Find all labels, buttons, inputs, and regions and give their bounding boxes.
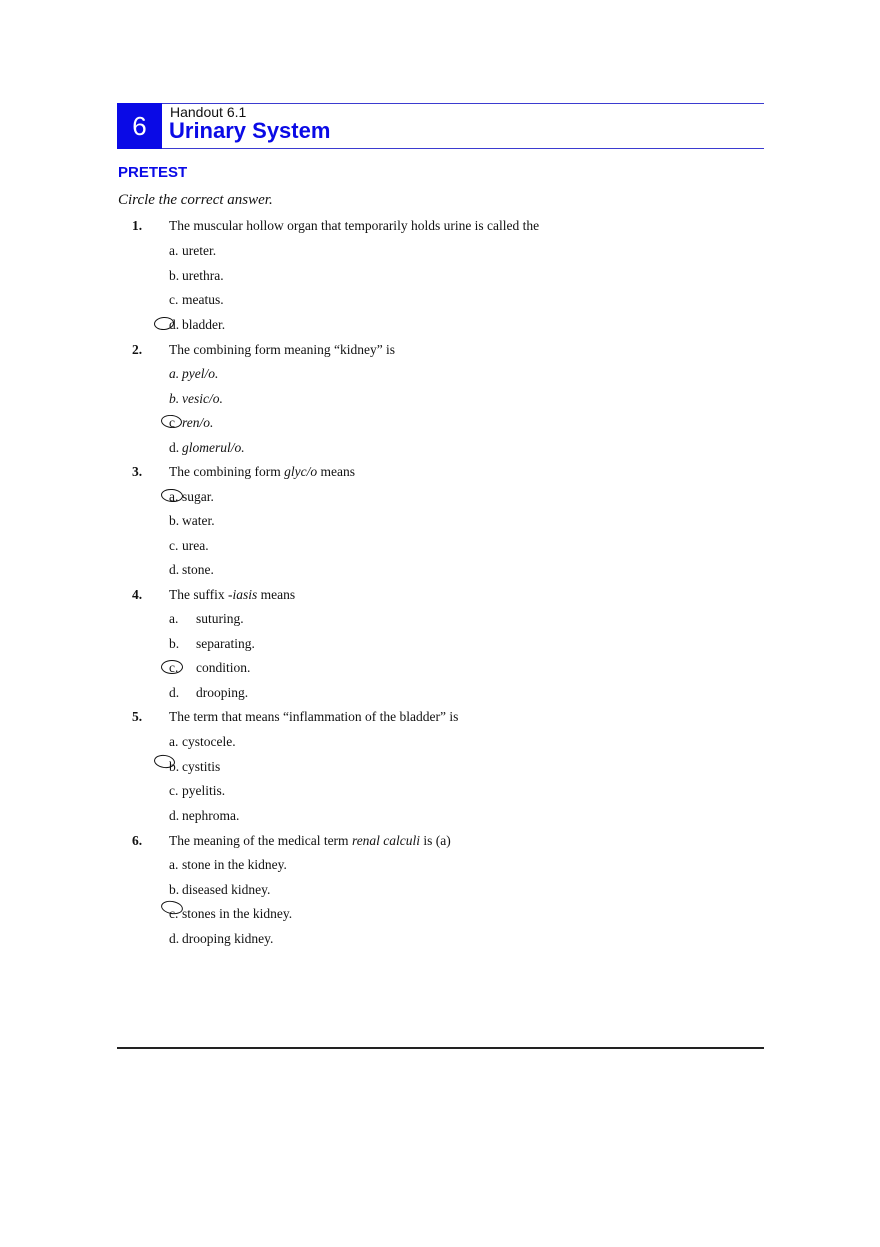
handout-label: Handout 6.1	[170, 104, 247, 120]
answer-option-selected[interactable]: c. condition.	[169, 660, 251, 675]
answer-option[interactable]: b. separating.	[169, 636, 255, 651]
header-top-rule	[162, 103, 764, 104]
answer-option[interactable]: a. stone in the kidney.	[169, 857, 287, 872]
answer-option-selected[interactable]: d. bladder.	[169, 317, 226, 332]
question-number: 5.	[132, 709, 143, 724]
section-heading: PRETEST	[118, 164, 188, 181]
instructions: Circle the correct answer.	[118, 192, 273, 208]
answer-option-selected[interactable]: a. sugar.	[169, 489, 214, 504]
question-text: The term that means “inflammation of the bladder” is	[169, 709, 459, 724]
question-text: The muscular hollow organ that temporarily holds urine is called the	[169, 218, 540, 233]
page-title: Urinary System	[169, 118, 331, 143]
answer-option[interactable]: d. stone.	[169, 562, 214, 577]
question-text: The combining form meaning “kidney” is	[169, 342, 396, 357]
question-text: The meaning of the medical term renal calculi is (a)	[169, 833, 451, 848]
answer-option[interactable]: b. diseased kidney.	[169, 882, 271, 897]
question-number: 4.	[132, 587, 143, 602]
answer-option-selected[interactable]: c. stones in the kidney.	[169, 906, 293, 921]
answer-option-selected[interactable]: c ren/o.	[169, 415, 214, 430]
answer-option[interactable]: a. suturing.	[169, 611, 244, 626]
answer-option[interactable]: a. ureter.	[169, 243, 217, 258]
question-number: 2.	[132, 342, 143, 357]
question-number: 3.	[132, 464, 143, 479]
answer-option[interactable]: d. drooping.	[169, 685, 249, 700]
answer-option[interactable]: a. pyel/o.	[169, 366, 219, 381]
question-number: 6.	[132, 833, 143, 848]
header-bottom-rule	[162, 148, 764, 149]
answer-option[interactable]: c. pyelitis.	[169, 783, 226, 798]
question-number: 1.	[132, 218, 143, 233]
answer-option[interactable]: a. cystocele.	[169, 734, 236, 749]
answer-option[interactable]: d. drooping kidney.	[169, 931, 274, 946]
footer-rule	[117, 1047, 764, 1049]
answer-option[interactable]: d. nephroma.	[169, 808, 240, 823]
chapter-number-badge: 6	[117, 103, 162, 149]
answer-option[interactable]: b. urethra.	[169, 268, 224, 283]
answer-option[interactable]: b. water.	[169, 513, 215, 528]
question-text: The combining form glyc/o means	[169, 464, 355, 479]
answer-option[interactable]: d. glomerul/o.	[169, 440, 245, 455]
answer-option[interactable]: b. vesic/o.	[169, 391, 223, 406]
answer-option-selected[interactable]: b. cystitis	[169, 759, 221, 774]
question-text: The suffix -iasis means	[169, 587, 296, 602]
answer-option[interactable]: c. meatus.	[169, 292, 224, 307]
answer-option[interactable]: c. urea.	[169, 538, 209, 553]
handout-header	[117, 103, 764, 149]
answer-circle-mark	[161, 660, 183, 674]
